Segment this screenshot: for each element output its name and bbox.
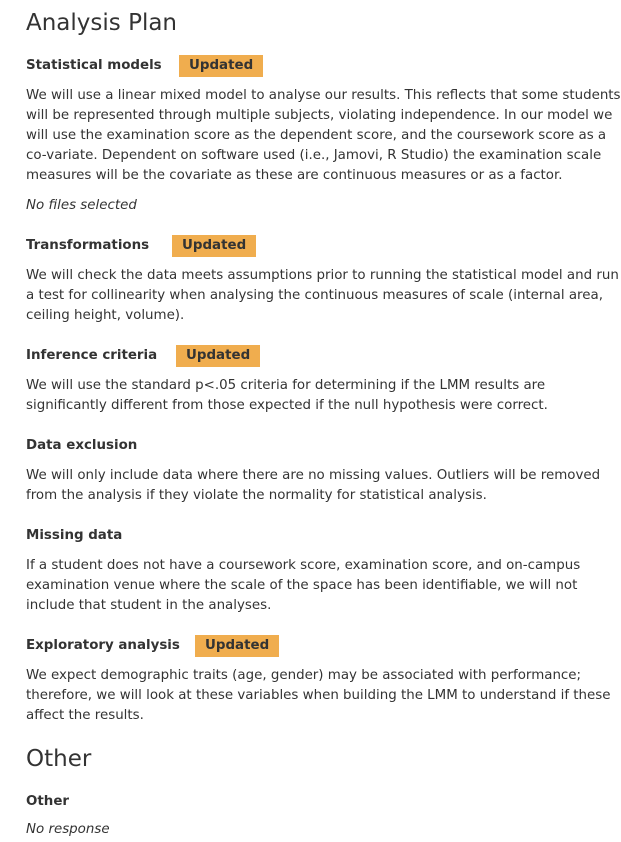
text-line: therefore, we will look at these variables when building the LMM to understand if these	[26, 688, 611, 703]
missing-data-section	[26, 524, 606, 613]
statistical-models-label: Statistical models	[26, 58, 162, 73]
files-status: No files selected	[26, 198, 137, 213]
missing-data-header	[26, 524, 606, 548]
inference-criteria-label: Inference criteria	[26, 348, 158, 363]
text-line: We will only include data where there are no missing values. Outliers will be removed	[26, 468, 601, 483]
updated-badge: Updated	[195, 635, 279, 657]
data-exclusion-header	[26, 434, 606, 458]
updated-badge: Updated	[172, 235, 256, 257]
analysis-plan-heading: Analysis Plan	[26, 10, 178, 36]
data-exclusion-label: Data exclusion	[26, 438, 138, 453]
missing-data-label: Missing data	[26, 528, 123, 543]
statistical-models-section	[26, 54, 621, 213]
transformations-label: Transformations	[26, 238, 150, 253]
data-exclusion-section	[26, 434, 606, 503]
statistical-models-text	[26, 86, 621, 186]
statistical-models-header	[26, 54, 606, 78]
text-line: measures will be the covariate as these are continuous measures or as a factor.	[26, 168, 563, 183]
text-line: from the analysis if they violate the normality for statistical analysis.	[26, 488, 487, 503]
text-line: a test for collinearity when analysing the continuous measures of scale (internal area,	[26, 288, 603, 303]
other-section	[26, 790, 606, 837]
text-line: ceiling height, volume).	[26, 308, 185, 323]
updated-badge: Updated	[176, 345, 260, 367]
text-line: We will check the data meets assumptions prior to running the statistical model and run	[26, 268, 619, 283]
text-line: will use the examination score as the dependent score, and the coursework score as a	[26, 128, 607, 143]
exploratory-analysis-label: Exploratory analysis	[26, 638, 180, 653]
transformations-header	[26, 234, 606, 258]
inference-criteria-text	[26, 376, 606, 416]
updated-badge: Updated	[179, 55, 263, 77]
text-line: We will use the standard p<.05 criteria for determining if the LMM results are	[26, 378, 546, 393]
data-exclusion-text	[26, 466, 606, 506]
other-header	[26, 790, 606, 814]
other-heading: Other	[26, 746, 92, 772]
exploratory-analysis-section	[26, 634, 611, 723]
other-response: No response	[26, 822, 110, 837]
transformations-text	[26, 266, 619, 326]
text-line: examination venue where the scale of the space has been identifiable, we will not	[26, 578, 578, 593]
text-line: co-variate. Dependent on software used (i.e., Jamovi, R Studio) the examination scale	[26, 148, 602, 163]
text-line: We expect demographic traits (age, gender) may be associated with performance;	[26, 668, 582, 683]
text-line: affect the results.	[26, 708, 144, 723]
inference-criteria-header	[26, 344, 606, 368]
text-line: We will use a linear mixed model to analyse our results. This reflects that some students	[26, 88, 621, 103]
text-line: significantly different from those expected if the null hypothesis were correct.	[26, 398, 548, 413]
missing-data-text	[26, 556, 606, 616]
transformations-section	[26, 234, 619, 323]
text-line: will be represented through multiple subjects, violating independence. In our model we	[26, 108, 613, 123]
exploratory-analysis-text	[26, 666, 611, 726]
exploratory-analysis-header	[26, 634, 606, 658]
text-line: include that student in the analyses.	[26, 598, 272, 613]
other-label: Other	[26, 794, 70, 809]
inference-criteria-section	[26, 344, 606, 413]
text-line: If a student does not have a coursework score, examination score, and on-campus	[26, 558, 581, 573]
